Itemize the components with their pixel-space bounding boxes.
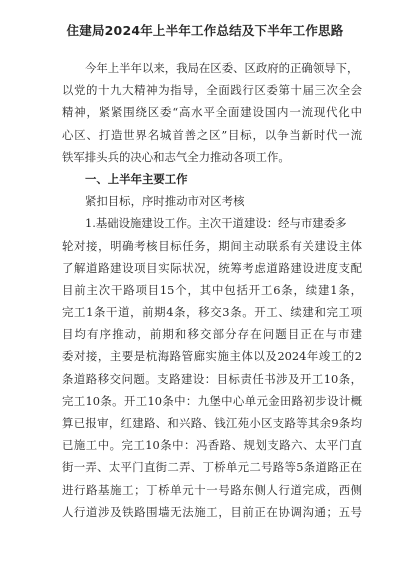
document-title: 住建局2024年上半年工作总结及下半年工作思路 [66, 23, 344, 38]
paragraph-line: 街一弄、太平门直街二弄、丁桥单元二号路等5条道路正在 [62, 460, 362, 475]
paragraph-line: 今年上半年以来，我局在区委、区政府的正确领导下， [85, 61, 359, 75]
paragraph-line: 委对接，主要是杭海路管廊实施主体以及2024年竣工的2 [62, 349, 362, 364]
paragraph-line: 铁军排头兵的决心和志气全力推动各项工作。 [62, 149, 290, 164]
paragraph-line: 精神，紧紧围绕区委“高水平全面建设国内一流现代化中 [62, 105, 362, 120]
paragraph-line: 已施工中。完工10条中：冯香路、规划支路六、太平门直 [62, 438, 362, 453]
paragraph-line: 人行道涉及铁路围墙无法施工，目前正在协调沟通；五号 [62, 504, 362, 519]
section-heading: 一、上半年主要工作 [85, 171, 188, 186]
paragraph-line: 目均有序推动，前期和移交部分存在问题目正在与市建 [62, 327, 362, 342]
paragraph-line: 心区、打造世界名城首善之区”目标，以争当新时代一流 [62, 127, 362, 142]
paragraph-line: 了解道路建设项目实际状况，统筹考虑道路建设进度支配 [62, 260, 362, 275]
paragraph-line: 轮对接，明确考核目标任务，期间主动联系有关建设主体 [62, 238, 362, 253]
paragraph-line: 目前主次干路项目15个，其中包括开工6条，续建1条， [62, 282, 362, 297]
paragraph-line: 条道路移交问题。支路建设：目标责任书涉及开工10条， [62, 371, 362, 386]
paragraph-line: 1.基础设施建设工作。主次干道建设：经与市建委多 [85, 216, 347, 231]
paragraph-line: 以党的十九大精神为指导，全面践行区委第十届三次全会 [62, 83, 362, 98]
paragraph-line: 算已报审，红建路、和兴路、钱江苑小区支路等其余9条均 [62, 416, 362, 430]
paragraph-line: 进行路基施工；丁桥单元十一号路东侧人行道完成，西侧 [62, 482, 362, 497]
document-body [62, 57, 362, 523]
paragraph-line: 完工10条。开工10条中：九堡中心单元金田路初步设计概 [62, 393, 362, 408]
paragraph-line: 完工1条干道，前期4条，移交3条。开工、续建和完工项 [62, 305, 362, 320]
subheading-line: 紧扣目标，序时推动市对区考核 [85, 194, 245, 209]
